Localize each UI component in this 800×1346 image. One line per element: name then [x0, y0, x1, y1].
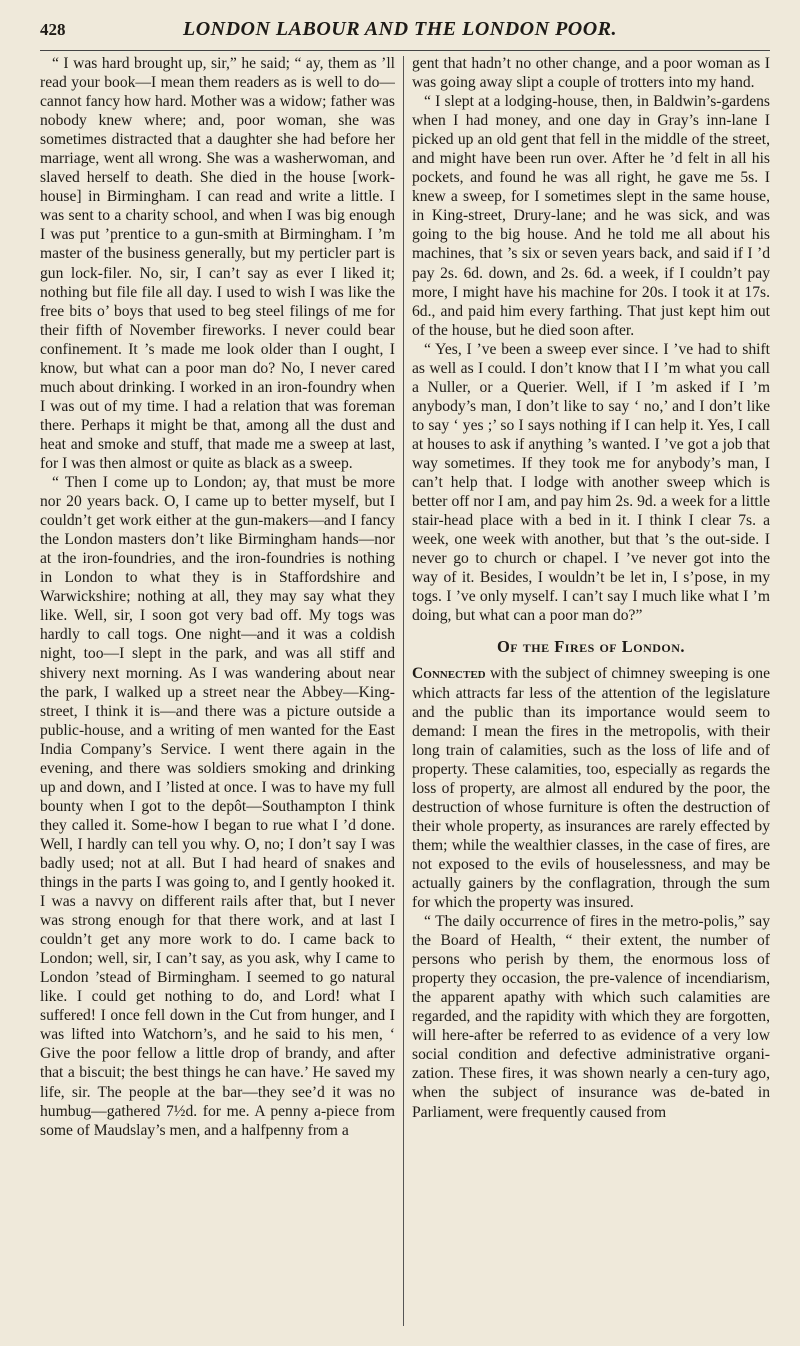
paragraph: “ I slept at a lodging-house, then, in Baldwin’s-gardens when I had money, and one day in Gray’s inn-lane I picked up an old gent that fell in the middle of the street, and might have been run over. After he ’d felt in all his pockets, and found he was all right, he gave me 5s. I knew a sweep, for I sometimes slept in the same house, in King-street, Drury-lane; and he was sick, and was going to the big house. And he told me all about his machines, that ’s six or seven years back, and said if I ’d pay 2s. 6d. down, and 2s. 6d. a week, if I couldn’t pay more, I might have his machine for 20s. I took it at 17s. 6d., and paid him every farthing. That just kept him out of the house, but he died soon after. [412, 93, 770, 339]
paragraph: “ I was hard brought up, sir,” he said; “ ay, them as ’ll read your book—I mean them readers as is well to do—cannot fancy how hard. Mother was a widow; father was nobody knew where; and, poor woman, she was sometimes distracted that a daughter she had before her marriage, went all wrong. She was a washerwoman, and slaved herself to death. She died in the house [work-house] in Birmingham. I can read and write a little. I was sent to a charity school, and when I was big enough I was put ’prentice to a gun-smith at Birmingham. I ’m master of the business generally, but my perticler part is gun lock-filer. No, sir, I can’t say as ever I liked it; nothing but file file all day. I used to wish I was like the free bits o’ boys that used to beg steel filings of me for their fifth of November fireworks. I never could bear confinement. It ’s made me look older than I ought, I know, but what can a poor man do? No, I never cared much about drinking. I worked in an iron-foundry when I was out of my time. I had a relation that was foreman there. Perhaps it might be that, among all the dust and heat and smoke and stuff, that made me a sweep at last, for I was then almost or quite as black as a sweep. [40, 55, 395, 472]
column-divider [403, 56, 404, 1326]
paragraph: “ The daily occurrence of fires in the metro-polis,” say the Board of Health, “ their extent, the number of persons who perish by them, the enormous loss of property they occasion, the pre-valence of incendiarism, the apparent apathy with which such calamities are regarded, and the rapidity with which they are forgotten, will here-after be referred to as evidence of a very low social condition and defective administrative organi-zation. These fires, it was shown nearly a cen-tury ago, when the subject of insurance was de-bated in Parliament, were frequently caused from [412, 913, 770, 1121]
section-paragraph [412, 664, 770, 912]
paragraph: gent that hadn’t no other change, and a poor woman as I was going away slipt a couple of trotters into my hand. [412, 55, 770, 92]
page-number: 428 [40, 20, 66, 39]
section-lead-word: Connected [412, 665, 486, 683]
right-column [412, 54, 770, 1339]
paragraph: “ Yes, I ’ve been a sweep ever since. I ’ve had to shift as well as I could. I don’t know that I I ’m what you call a Nuller, or a Querier. Well, if I ’m asked if I ’m anybody’s man, I don’t like to say ‘ no,’ and I don’t like to say ‘ yes ;’ so I says nothing if I can help it. Yes, I call at houses to ask if anything ’s wanted. I ’ve got a job that way sometimes. If they took me for anybody’s man, I can’t help that. I lodge with another sweep which is better off nor I am, and pay him 2s. 9d. a week for a little stair-head place with a bed in it. I think I clear 7s. a week, one week with another, but that ’s the out-side. I never go to church or chapel. I ’ve never got into the way of it. Besides, I wouldn’t be let in, I s’pose, in my togs. I ’ve only myself. I can’t say I much like what I ’m doing, but what can a poor man do?” [412, 340, 770, 625]
section-body-text: with the subject of chimney sweeping is one which attracts far less of the attention of the legislature and the public than its importance would seem to demand: I mean the fires in the metropolis, with their long train of calamities, such as the loss of life and of property. These calamities, too, especially as regards the loss of property, are almost all endured by the poor, the destruction of whose furniture is often the destruction of their whole property, as insurances are rarely effected by them; while the wealthier classes, in the case of fires, are not exposed to the evils of houselessness, and may be actually gainers by the conflagration, through the sum for which the property was insured. [412, 665, 770, 912]
header-rule [40, 50, 770, 51]
running-title: LONDON LABOUR AND THE LONDON POOR. [182, 18, 618, 40]
left-column [40, 54, 395, 1339]
paragraph: “ Then I come up to London; ay, that must be more nor 20 years back. O, I came up to better myself, but I couldn’t get work either at the gun-makers—and I fancy the London masters don’t like Birmingham hands—nor at the iron-foundries, and the iron-foundries is nothing in London to what they is in Staffordshire and Warwickshire; nothing at all, they may say what they like. Well, sir, I soon got very bad off. My togs was hardly to call togs. One night—and it was a coldish night, too—I slept in the park, and was all stiff and shivery next morning. As I was wandering about near the park, I walked up a street near the Abbey—King-street, I think it is—and there was a picture outside a public-house, and a writing of men wanted for the East India Company’s Service. I went there again in the evening, and there was soldiers smoking and drinking up and down, and I ’listed at once. I was to have my full bounty when I got to the depôt—Southampton I think they called it. Some-how I began to rue what I ’d done. Well, I hardly can tell you why. O, no; I don’t say I was badly used; not at all. But I had heard of snakes and things in the parts I was going to, and I gently hooked it. I was a navvy on different rails after that, but I never was strong enough for that there work, and at last I couldn’t get any more work to do. I came back to London; well, sir, I can’t say, as you ask, why I came to London ’stead of Birmingham. I seemed to go natural like. I could get nothing to do, and Lord! what I suffered! I once fell down in the Cut from hunger, and I was lifted into Watchorn’s, and he said to his men, ‘ Give the poor fellow a little drop of brandy, and after that a biscuit; the best things he can have.’ He saved my life, sir. The people at the bar—they see’d it was no humbug—gathered 7½d. for me. A penny a-piece from some of Maudslay’s men, and a halfpenny from a [40, 474, 395, 1139]
section-heading: Of the Fires of London. [496, 637, 686, 657]
